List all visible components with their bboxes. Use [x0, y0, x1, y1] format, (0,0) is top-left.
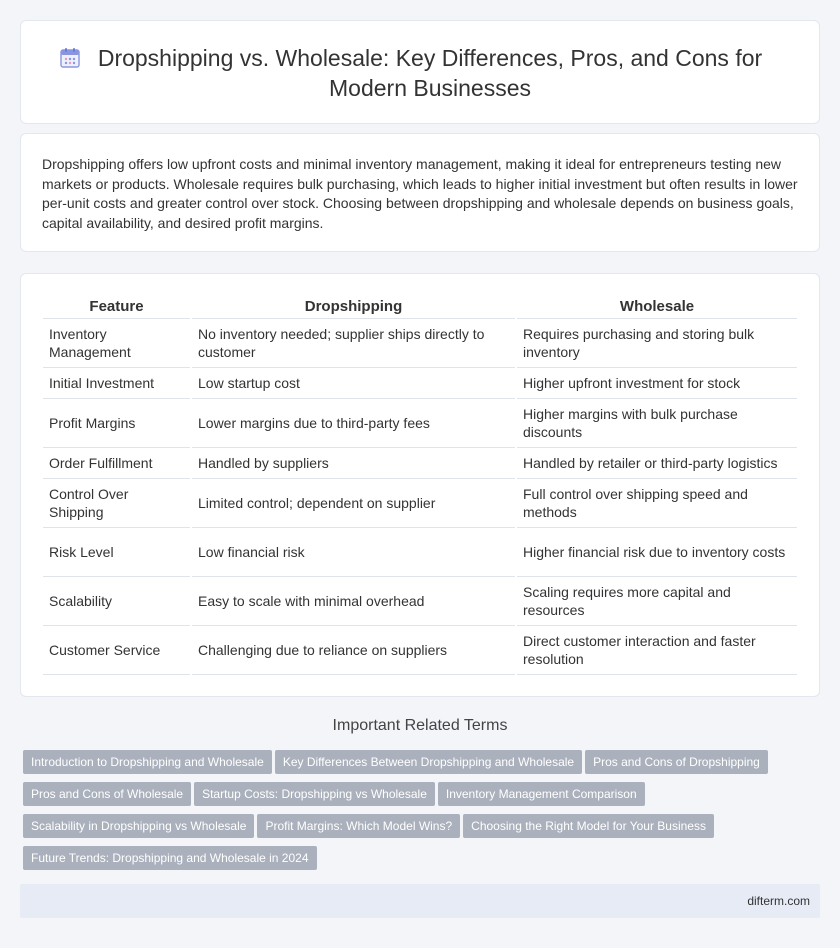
footer-site-link[interactable]: difterm.com — [747, 894, 810, 908]
dropshipping-cell: Challenging due to reliance on suppliers — [192, 626, 515, 675]
wholesale-cell: Higher upfront investment for stock — [517, 368, 797, 399]
related-terms-list — [23, 750, 803, 878]
wholesale-cell: Full control over shipping speed and methods — [517, 479, 797, 528]
feature-cell: Inventory Management — [43, 319, 190, 368]
table-row — [43, 577, 797, 626]
header-feature: Feature — [43, 292, 190, 319]
related-term-link[interactable]: Introduction to Dropshipping and Wholesale — [23, 750, 272, 774]
related-term-link[interactable]: Future Trends: Dropshipping and Wholesale in 2024 — [23, 846, 317, 870]
intro-card — [20, 133, 820, 252]
footer-bar — [20, 884, 820, 918]
table-header-row — [43, 292, 797, 319]
dropshipping-cell: Limited control; dependent on supplier — [192, 479, 515, 528]
comparison-card — [20, 273, 820, 697]
feature-cell: Scalability — [43, 577, 190, 626]
related-term-link[interactable]: Choosing the Right Model for Your Business — [463, 814, 714, 838]
dropshipping-cell: No inventory needed; supplier ships directly to customer — [192, 319, 515, 368]
feature-cell: Order Fulfillment — [43, 448, 190, 479]
table-row — [43, 319, 797, 368]
dropshipping-cell: Lower margins due to third-party fees — [192, 399, 515, 448]
related-term-link[interactable]: Profit Margins: Which Model Wins? — [257, 814, 460, 838]
wholesale-cell: Higher financial risk due to inventory costs — [517, 528, 797, 577]
wholesale-cell: Handled by retailer or third-party logistics — [517, 448, 797, 479]
dropshipping-cell: Low startup cost — [192, 368, 515, 399]
wholesale-cell: Direct customer interaction and faster resolution — [517, 626, 797, 675]
feature-cell: Profit Margins — [43, 399, 190, 448]
wholesale-cell: Higher margins with bulk purchase discounts — [517, 399, 797, 448]
wholesale-cell: Requires purchasing and storing bulk inventory — [517, 319, 797, 368]
title-card — [20, 20, 820, 124]
table-row — [43, 448, 797, 479]
related-term-link[interactable]: Key Differences Between Dropshipping and Wholesale — [275, 750, 582, 774]
dropshipping-cell: Low financial risk — [192, 528, 515, 577]
feature-cell: Initial Investment — [43, 368, 190, 399]
table-row — [43, 626, 797, 675]
related-term-link[interactable]: Scalability in Dropshipping vs Wholesale — [23, 814, 254, 838]
table-row — [43, 368, 797, 399]
related-term-link[interactable]: Startup Costs: Dropshipping vs Wholesale — [194, 782, 435, 806]
related-terms-heading: Important Related Terms — [332, 717, 508, 734]
related-term-link[interactable]: Inventory Management Comparison — [438, 782, 645, 806]
dropshipping-cell: Handled by suppliers — [192, 448, 515, 479]
table-row — [43, 479, 797, 528]
wholesale-cell: Scaling requires more capital and resources — [517, 577, 797, 626]
comparison-table — [41, 292, 799, 675]
feature-cell: Customer Service — [43, 626, 190, 675]
header-wholesale: Wholesale — [517, 292, 797, 319]
feature-cell: Control Over Shipping — [43, 479, 190, 528]
header-dropshipping: Dropshipping — [192, 292, 515, 319]
table-row — [43, 399, 797, 448]
dropshipping-cell: Easy to scale with minimal overhead — [192, 577, 515, 626]
page-title: Dropshipping vs. Wholesale: Key Differences, Pros, and Cons for Modern Businesses — [97, 45, 763, 101]
related-term-link[interactable]: Pros and Cons of Dropshipping — [585, 750, 768, 774]
intro-paragraph: Dropshipping offers low upfront costs and minimal inventory management, making it ideal for entrepreneurs testing new markets or products. Wholesale requires bulk purchasing, which leads to higher initial investment but often results in lower per-unit costs and greater control over stock. Choosing between dropshipping and wholesale depends on business goals, capital availability, and desired profit margins. — [42, 156, 798, 231]
table-row — [43, 528, 797, 577]
related-term-link[interactable]: Pros and Cons of Wholesale — [23, 782, 191, 806]
feature-cell: Risk Level — [43, 528, 190, 577]
